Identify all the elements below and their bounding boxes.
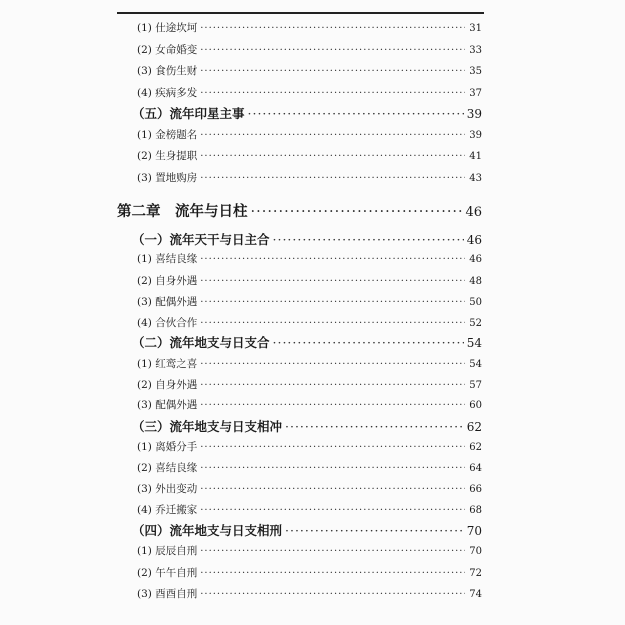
toc-entry-label: (2) 生身提职 xyxy=(137,150,198,162)
dot-leader xyxy=(200,400,465,411)
toc-entry-label: (1) 金榜题名 xyxy=(137,129,198,141)
toc-page-number: 33 xyxy=(469,45,482,56)
toc-page-number: 46 xyxy=(465,205,482,220)
dot-leader xyxy=(200,45,465,56)
dot-leader xyxy=(200,151,465,162)
toc-page-number: 39 xyxy=(466,107,482,121)
dot-leader xyxy=(285,523,464,538)
toc-section-row xyxy=(132,333,482,351)
toc-entry-label: (1) 离婚分手 xyxy=(137,441,198,453)
dot-leader xyxy=(200,359,465,370)
toc-section-row xyxy=(132,104,482,122)
toc-item-row xyxy=(137,251,482,266)
toc-page-number: 46 xyxy=(466,233,482,247)
toc-entry-label: (2) 喜结良缘 xyxy=(137,462,198,474)
toc-item-row xyxy=(137,148,482,163)
toc-entry-label: (3) 配偶外遇 xyxy=(137,296,198,308)
toc-entry-label: (3) 食伤生财 xyxy=(137,65,198,77)
toc-page-number: 72 xyxy=(469,568,482,579)
toc-page-number: 54 xyxy=(469,359,482,370)
toc-item-row xyxy=(137,294,482,309)
toc-item-row xyxy=(137,63,482,78)
toc-item-row xyxy=(137,397,482,412)
toc-chapter-row xyxy=(117,200,482,221)
toc-entry-label: (1) 仕途坎坷 xyxy=(137,22,198,34)
toc-item-row xyxy=(137,127,482,142)
toc-page-number: 54 xyxy=(466,336,482,350)
toc-entry-label: (1) 喜结良缘 xyxy=(137,253,198,265)
toc-page-number: 70 xyxy=(466,524,482,538)
toc-entry-label: （四）流年地支与日支相刑 xyxy=(132,523,283,538)
toc-item-row xyxy=(137,170,482,185)
toc-entry-label: (2) 自身外遇 xyxy=(137,379,198,391)
dot-leader xyxy=(200,66,465,77)
toc-page-number: 50 xyxy=(469,297,482,308)
toc-page-number: 48 xyxy=(469,276,482,287)
toc-page-number: 46 xyxy=(469,254,482,265)
dot-leader xyxy=(200,88,465,99)
toc-entry-label: (4) 合伙合作 xyxy=(137,317,198,329)
toc-section-row xyxy=(132,521,482,539)
toc-item-row xyxy=(137,356,482,371)
toc-entry-label: (3) 置地购房 xyxy=(137,172,198,184)
toc-entry-label: (1) 红鸾之喜 xyxy=(137,358,198,370)
toc-item-row xyxy=(137,481,482,496)
dot-leader xyxy=(200,23,465,34)
dot-leader xyxy=(273,335,464,350)
toc-page-number: 66 xyxy=(469,484,482,495)
toc-page-number: 74 xyxy=(469,589,482,600)
toc-page-number: 41 xyxy=(469,151,482,162)
dot-leader xyxy=(200,276,465,287)
dot-leader xyxy=(200,318,465,329)
toc-page-number: 43 xyxy=(469,173,482,184)
toc-item-row xyxy=(137,315,482,330)
dot-leader xyxy=(200,484,465,495)
dot-leader xyxy=(200,380,465,391)
toc-item-row xyxy=(137,273,482,288)
dot-leader xyxy=(200,589,465,600)
toc-page-number: 52 xyxy=(469,318,482,329)
toc-section-row xyxy=(132,417,482,435)
toc-entry-label: （五）流年印星主事 xyxy=(132,106,245,121)
toc-page-number: 35 xyxy=(469,66,482,77)
toc-entry-label: (2) 自身外遇 xyxy=(137,275,198,287)
dot-leader xyxy=(200,442,465,453)
toc-page-number: 37 xyxy=(469,88,482,99)
toc-entry-label: (2) 女命婚变 xyxy=(137,44,198,56)
toc-item-row xyxy=(137,439,482,454)
dot-leader xyxy=(200,568,465,579)
toc-item-row xyxy=(137,20,482,35)
toc-item-row xyxy=(137,42,482,57)
toc-page-number: 62 xyxy=(466,420,482,434)
toc-entry-label: （二）流年地支与日支合 xyxy=(132,335,270,350)
toc-page-number: 31 xyxy=(469,23,482,34)
toc-entry-label: (1) 辰辰自刑 xyxy=(137,545,198,557)
toc-item-row xyxy=(137,460,482,475)
dot-leader xyxy=(285,419,464,434)
dot-leader xyxy=(200,546,465,557)
dot-leader xyxy=(200,130,465,141)
toc-item-row xyxy=(137,565,482,580)
toc-page-number: 60 xyxy=(469,400,482,411)
toc-item-row xyxy=(137,85,482,100)
toc-entry-label: 第二章 流年与日柱 xyxy=(117,203,248,220)
toc-page-number: 68 xyxy=(469,505,482,516)
dot-leader xyxy=(200,254,465,265)
toc-entry-label: (3) 配偶外遇 xyxy=(137,399,198,411)
toc-item-row xyxy=(137,377,482,392)
toc-page-number: 64 xyxy=(469,463,482,474)
toc-entry-label: （一）流年天干与日主合 xyxy=(132,232,270,247)
toc-page-number: 39 xyxy=(469,130,482,141)
toc-entry-label: （三）流年地支与日支相冲 xyxy=(132,419,283,434)
toc-item-row xyxy=(137,586,482,601)
dot-leader xyxy=(200,173,465,184)
toc-page-number: 57 xyxy=(469,380,482,391)
dot-leader xyxy=(248,106,464,121)
toc-section-row xyxy=(132,230,482,248)
toc-entry-label: (3) 酉酉自刑 xyxy=(137,588,198,600)
toc-item-row xyxy=(137,543,482,558)
toc-entry-label: (3) 外出变动 xyxy=(137,483,198,495)
dot-leader xyxy=(200,297,465,308)
dot-leader xyxy=(200,505,465,516)
dot-leader xyxy=(273,232,464,247)
dot-leader xyxy=(251,204,463,220)
toc-item-row xyxy=(137,502,482,517)
toc-page-number: 70 xyxy=(469,546,482,557)
dot-leader xyxy=(200,463,465,474)
toc-entry-label: (2) 午午自刑 xyxy=(137,567,198,579)
toc-entry-label: (4) 乔迁搬家 xyxy=(137,504,198,516)
toc-entry-label: (4) 疾病多发 xyxy=(137,87,198,99)
toc-page-number: 62 xyxy=(469,442,482,453)
